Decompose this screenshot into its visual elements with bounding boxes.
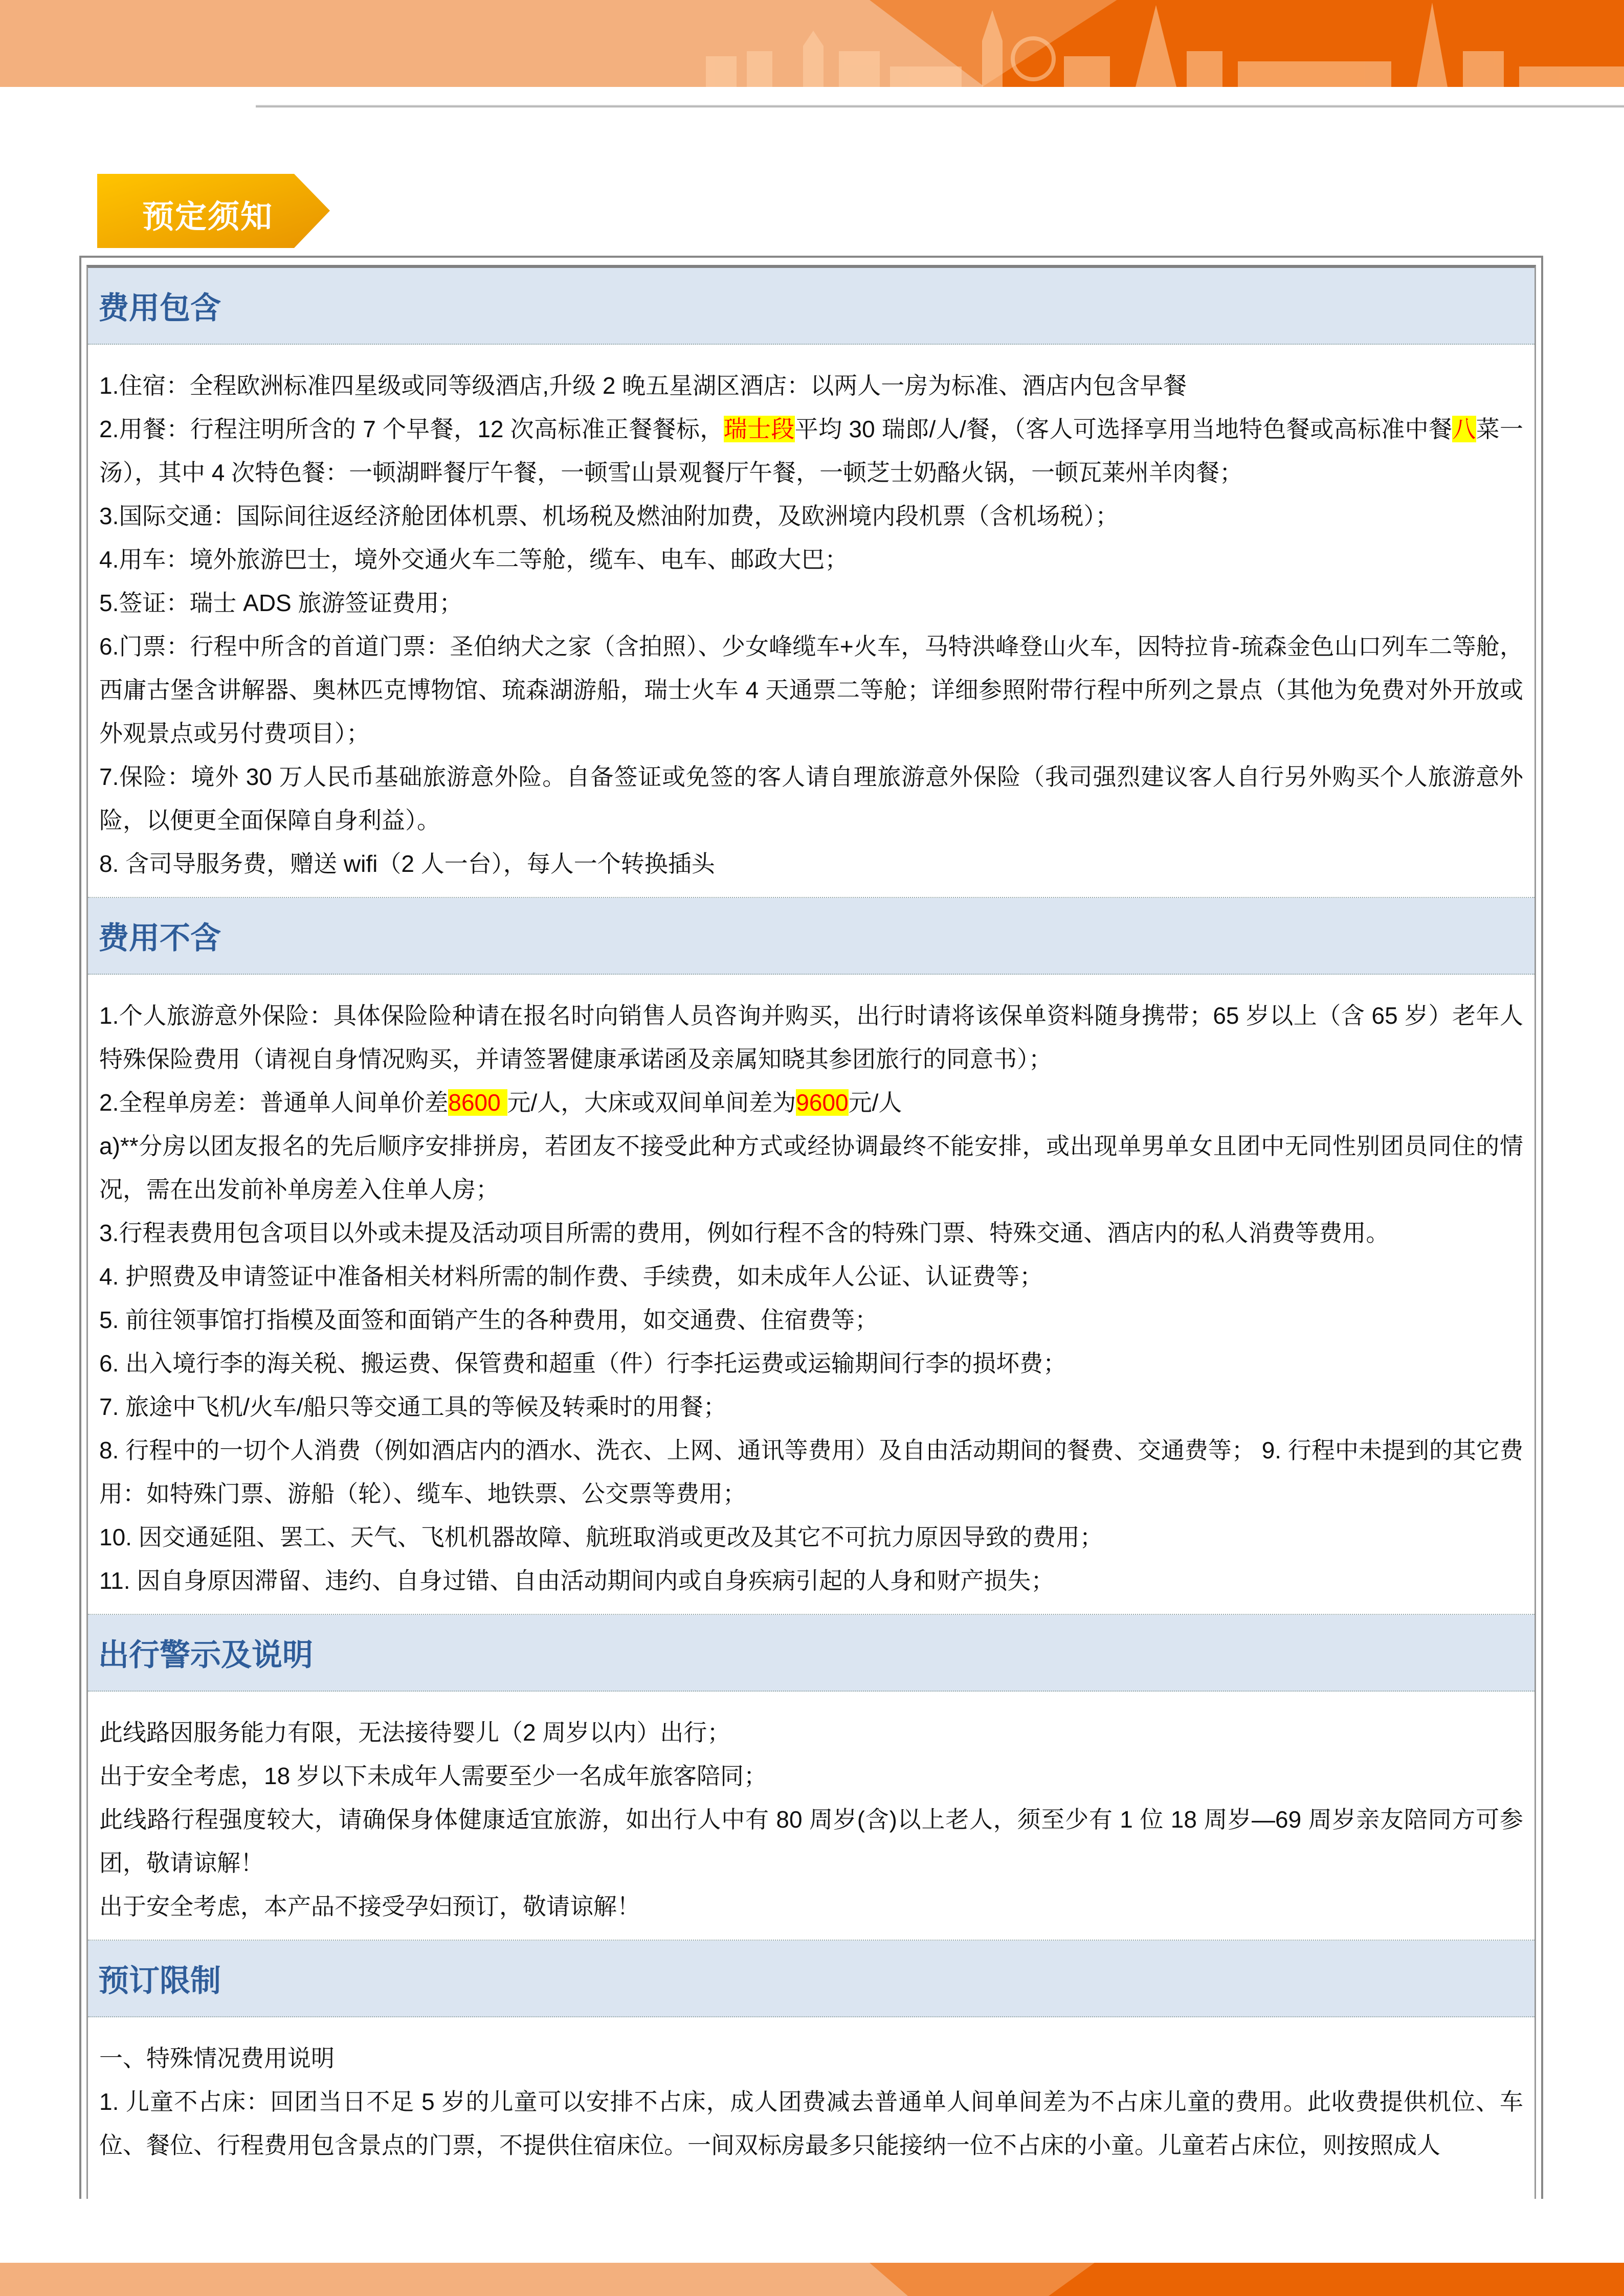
text: 元/人: [848, 1089, 902, 1116]
highlight-text: 瑞士段: [723, 416, 795, 442]
list-item: 5. 前往领事馆打指模及面签和面销产生的各种费用，如交通费、住宿费等；: [99, 1307, 879, 1333]
text: 菜一汤），其中 4 次特色餐：一顿湖畔餐厅午餐，一顿雪山景观餐厅午餐，一顿芝士奶酪火锅，一顿瓦莱州羊肉餐；: [99, 416, 1524, 486]
list-item: a)**分房以团友报名的先后顺序安排拼房，若团友不接受此种方式或经协调最终不能安排，或出现单男单女且团中无同性别团员同住的情况，需在出发前补单房差入住单人房；: [99, 1133, 1523, 1203]
highlight-text: 8600: [448, 1089, 507, 1116]
footer-stripe-dark: [1049, 2263, 1624, 2296]
page-title-badge: [97, 174, 330, 248]
section-header-fees-excluded: [88, 898, 1534, 975]
list-item: [99, 408, 1523, 494]
footer-banner: [0, 2263, 1624, 2296]
page-title: 预定须知: [142, 199, 274, 235]
list-item: 3.国际交通：国际间往返经济舱团体机票、机场税及燃油附加费，及欧洲境内段机票（含机场税）；: [99, 503, 1119, 529]
section-title: 出行警示及说明: [98, 1638, 313, 1672]
section-header-travel-warnings: [88, 1615, 1534, 1692]
text: 平均 30 瑞郎/人/餐，（客人可选择享用当地特色餐或高标准中餐: [794, 416, 1453, 442]
list-item: 此线路行程强度较大，请确保身体健康适宜旅游，如出行人中有 80 周岁(含)以上老人，须至少有 1 位 18 周岁—69 周岁亲友陪同方可参团，敬请谅解！: [99, 1806, 1523, 1876]
notice-sections: [86, 265, 1536, 2199]
header-divider: [256, 105, 1624, 108]
highlight-text: 八: [1452, 416, 1476, 442]
list-item: 6. 出入境行李的海关税、搬运费、保管费和超重（件）行李托运费或运输期间行李的损坏费；: [99, 1350, 1067, 1377]
list-item: 4. 护照费及申请签证中准备相关材料所需的制作费、手续费，如未成年人公证、认证费等；: [99, 1263, 1043, 1290]
notice-box: [79, 256, 1543, 2199]
list-item: 8. 含司导服务费，赠送 wifi（2 人一台），每人一个转换插头: [99, 850, 715, 877]
list-item: 出于安全考虑，18 岁以下未成年人需要至少一名成年旅客陪同；: [99, 1763, 767, 1789]
section-title: 预订限制: [98, 1964, 221, 1998]
section-header-fees-included: [88, 268, 1534, 345]
list-item: 6.门票：行程中所含的首道门票：圣伯纳犬之家（含拍照）、少女峰缆车+火车，马特洪峰登山火车，因特拉肯-琉森金色山口列车二等舱，西庸古堡含讲解器、奥林匹克博物馆、琉森湖游船，瑞士火车 4 天通票二等舱；详细参照附带行程中所列之景点（其他为免费对外开放或外观景点或另付费项目）；: [99, 633, 1523, 747]
header-banner: [0, 0, 1624, 87]
list-item: 7. 旅途中飞机/火车/船只等交通工具的等候及转乘时的用餐；: [99, 1393, 727, 1420]
text: 2.全程单房差：普通单人间单价差: [99, 1089, 449, 1116]
list-item: 1. 儿童不占床：回团当日不足 5 岁的儿童可以安排不占床，成人团费减去普通单人间单间差为不占床儿童的费用。此收费提供机位、车位、餐位、行程费用包含景点的门票，不提供住宿床位。一间双标房最多只能接纳一位不占床的小童。儿童若占床位，则按照成人: [99, 2088, 1523, 2158]
list-item: 出于安全考虑，本产品不接受孕妇预订，敬请谅解！: [99, 1893, 640, 1920]
list-item: 11. 因自身原因滞留、违约、自身过错、自由活动期间内或自身疾病引起的人身和财产损失；: [99, 1567, 1055, 1594]
text: 元/人，大床或双间单间差为: [507, 1089, 796, 1116]
list-item: 7.保险：境外 30 万人民币基础旅游意外险。自备签证或免签的客人请自理旅游意外保险（我司强烈建议客人自行另外购买个人旅游意外险，以便更全面保障自身利益）。: [99, 763, 1523, 834]
section-body-travel-warnings: [88, 1692, 1534, 1941]
section-title: 费用包含: [98, 291, 221, 325]
section-body-fees-excluded: [88, 975, 1534, 1615]
list-item: 一、特殊情况费用说明: [99, 2045, 335, 2072]
section-title: 费用不含: [98, 921, 221, 955]
list-item: 5.签证：瑞士 ADS 旅游签证费用；: [99, 590, 463, 616]
list-item: 1.住宿：全程欧洲标准四星级或同等级酒店,升级 2 晚五星湖区酒店：以两人一房为标准、酒店内包含早餐: [99, 372, 1187, 399]
section-header-booking-restrictions: [88, 1941, 1534, 2017]
list-item: 8. 行程中的一切个人消费（例如酒店内的酒水、洗衣、上网、通讯等费用）及自由活动期间的餐费、交通费等； 9. 行程中未提到的其它费用：如特殊门票、游船（轮）、缆车、地铁票、公交票等费用；: [99, 1437, 1523, 1507]
list-item: [99, 1081, 1523, 1124]
text: 2.用餐：行程注明所含的 7 个早餐，12 次高标准正餐餐标，: [99, 416, 724, 442]
section-body-booking-restrictions: [88, 2017, 1534, 2178]
list-item: 3.行程表费用包含项目以外或未提及活动项目所需的费用，例如行程不含的特殊门票、特殊交通、酒店内的私人消费等费用。: [99, 1220, 1390, 1246]
list-item: 10. 因交通延阻、罢工、天气、飞机机器故障、航班取消或更改及其它不可抗力原因导致的费用；: [99, 1524, 1103, 1550]
highlight-text: 9600: [796, 1089, 849, 1116]
section-body-fees-included: [88, 345, 1534, 898]
list-item: 此线路因服务能力有限，无法接待婴儿（2 周岁以内）出行；: [99, 1719, 731, 1746]
city-skyline-icon: [675, 0, 1624, 87]
list-item: 4.用车：境外旅游巴士，境外交通火车二等舱，缆车、电车、邮政大巴；: [99, 546, 849, 573]
list-item: 1.个人旅游意外保险：具体保险险种请在报名时向销售人员咨询并购买，出行时请将该保单资料随身携带；65 岁以上（含 65 岁）老年人特殊保险费用（请视自身情况购买，并请签署健康承诺函及亲属知晓其参团旅行的同意书）；: [99, 1002, 1523, 1072]
